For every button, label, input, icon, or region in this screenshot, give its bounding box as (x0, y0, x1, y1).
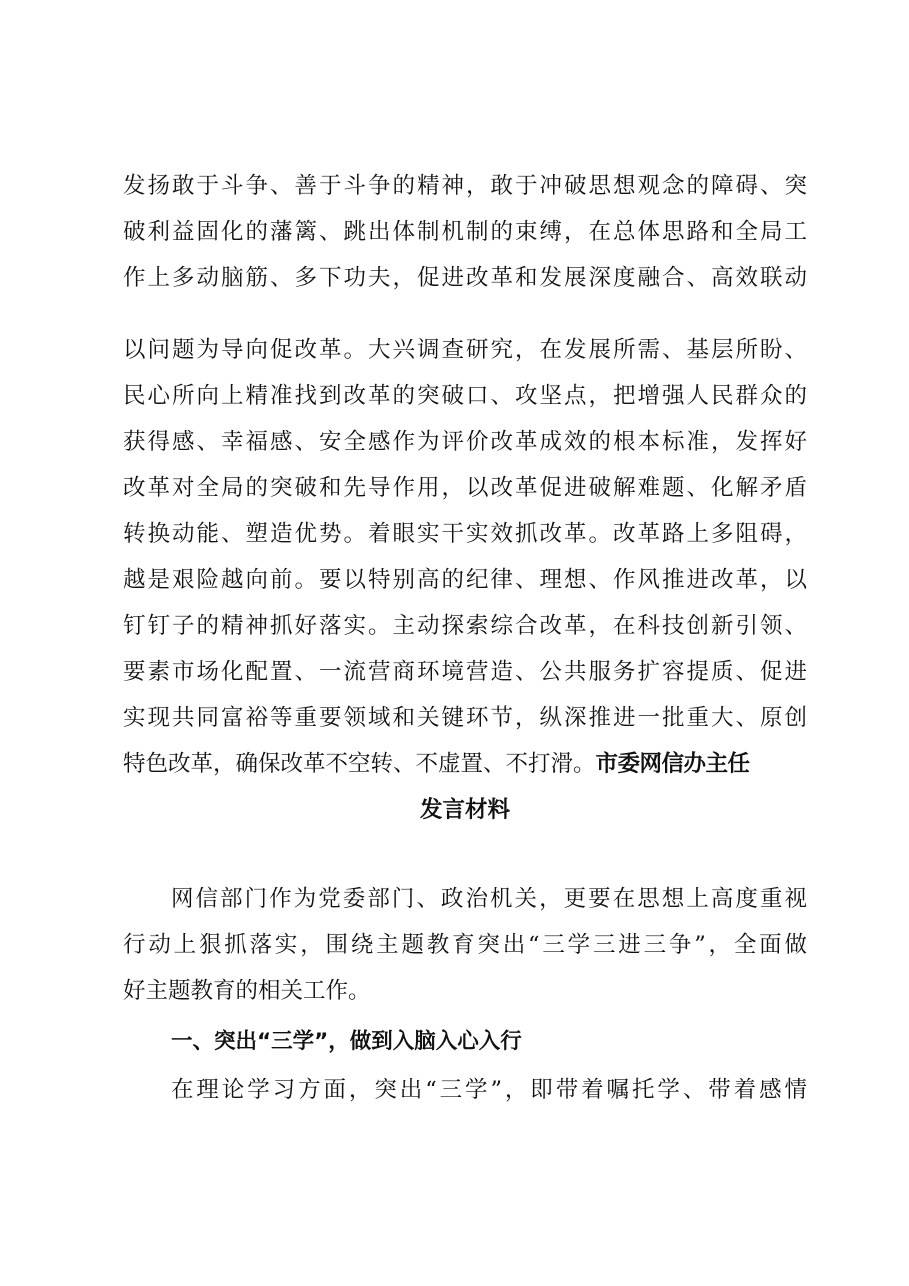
body-line-13 (123, 741, 807, 787)
document-title-part1: 市委网信办主任 (595, 751, 750, 777)
section-heading: 一、突出“三学”，做到入脑入心入行 (171, 1029, 522, 1054)
body-line-9: 越是艰险越向前。要以特别高的纪律、理想、作风推进改革，以 (123, 567, 807, 593)
body-line-5: 民心所向上精准找到改革的突破口、攻坚点，把增强人民群众的 (123, 383, 807, 409)
body-line-3: 作上多动脑筋、多下功夫，促进改革和发展深度融合、高效联动 (123, 265, 807, 291)
body-line-11: 要素市场化配置、一流营商环境营造、公共服务扩容提质、促进 (123, 659, 807, 685)
body-line-10: 钉钉子的精神抓好落实。主动探索综合改革，在科技创新引领、 (123, 613, 807, 639)
body-line-13-text: 特色改革，确保改革不空转、不虚置、不打滑。 (123, 751, 596, 777)
section-paragraph-line-1: 在理论学习方面，突出“三学”，即带着嘱托学、带着感情 (171, 1077, 807, 1103)
intro-line-1: 网信部门作为党委部门、政治机关，更要在思想上高度重视 (171, 886, 807, 912)
document-title-part2: 发言材料 (419, 797, 510, 823)
intro-line-2: 行动上狠抓落实，围绕主题教育突出“三学三进三争”，全面做 (123, 932, 807, 958)
intro-line-3: 好主题教育的相关工作。 (123, 978, 371, 1004)
body-line-4: 以问题为导向促改革。大兴调查研究，在发展所需、基层所盼、 (123, 337, 807, 363)
body-line-6: 获得感、幸福感、安全感作为评价改革成效的根本标准，发挥好 (123, 429, 807, 455)
body-line-7: 改革对全局的突破和先导作用，以改革促进破解难题、化解矛盾 (123, 475, 807, 501)
body-line-12: 实现共同富裕等重要领域和关键环节，纵深推进一批重大、原创 (123, 705, 807, 731)
body-line-2: 破利益固化的藩篱、跳出体制机制的束缚，在总体思路和全局工 (123, 219, 807, 245)
body-line-1: 发扬敢于斗争、善于斗争的精神，敢于冲破思想观念的障碍、突 (123, 173, 807, 199)
body-line-8: 转换动能、塑造优势。着眼实干实效抓改革。改革路上多阻碍， (123, 521, 807, 547)
